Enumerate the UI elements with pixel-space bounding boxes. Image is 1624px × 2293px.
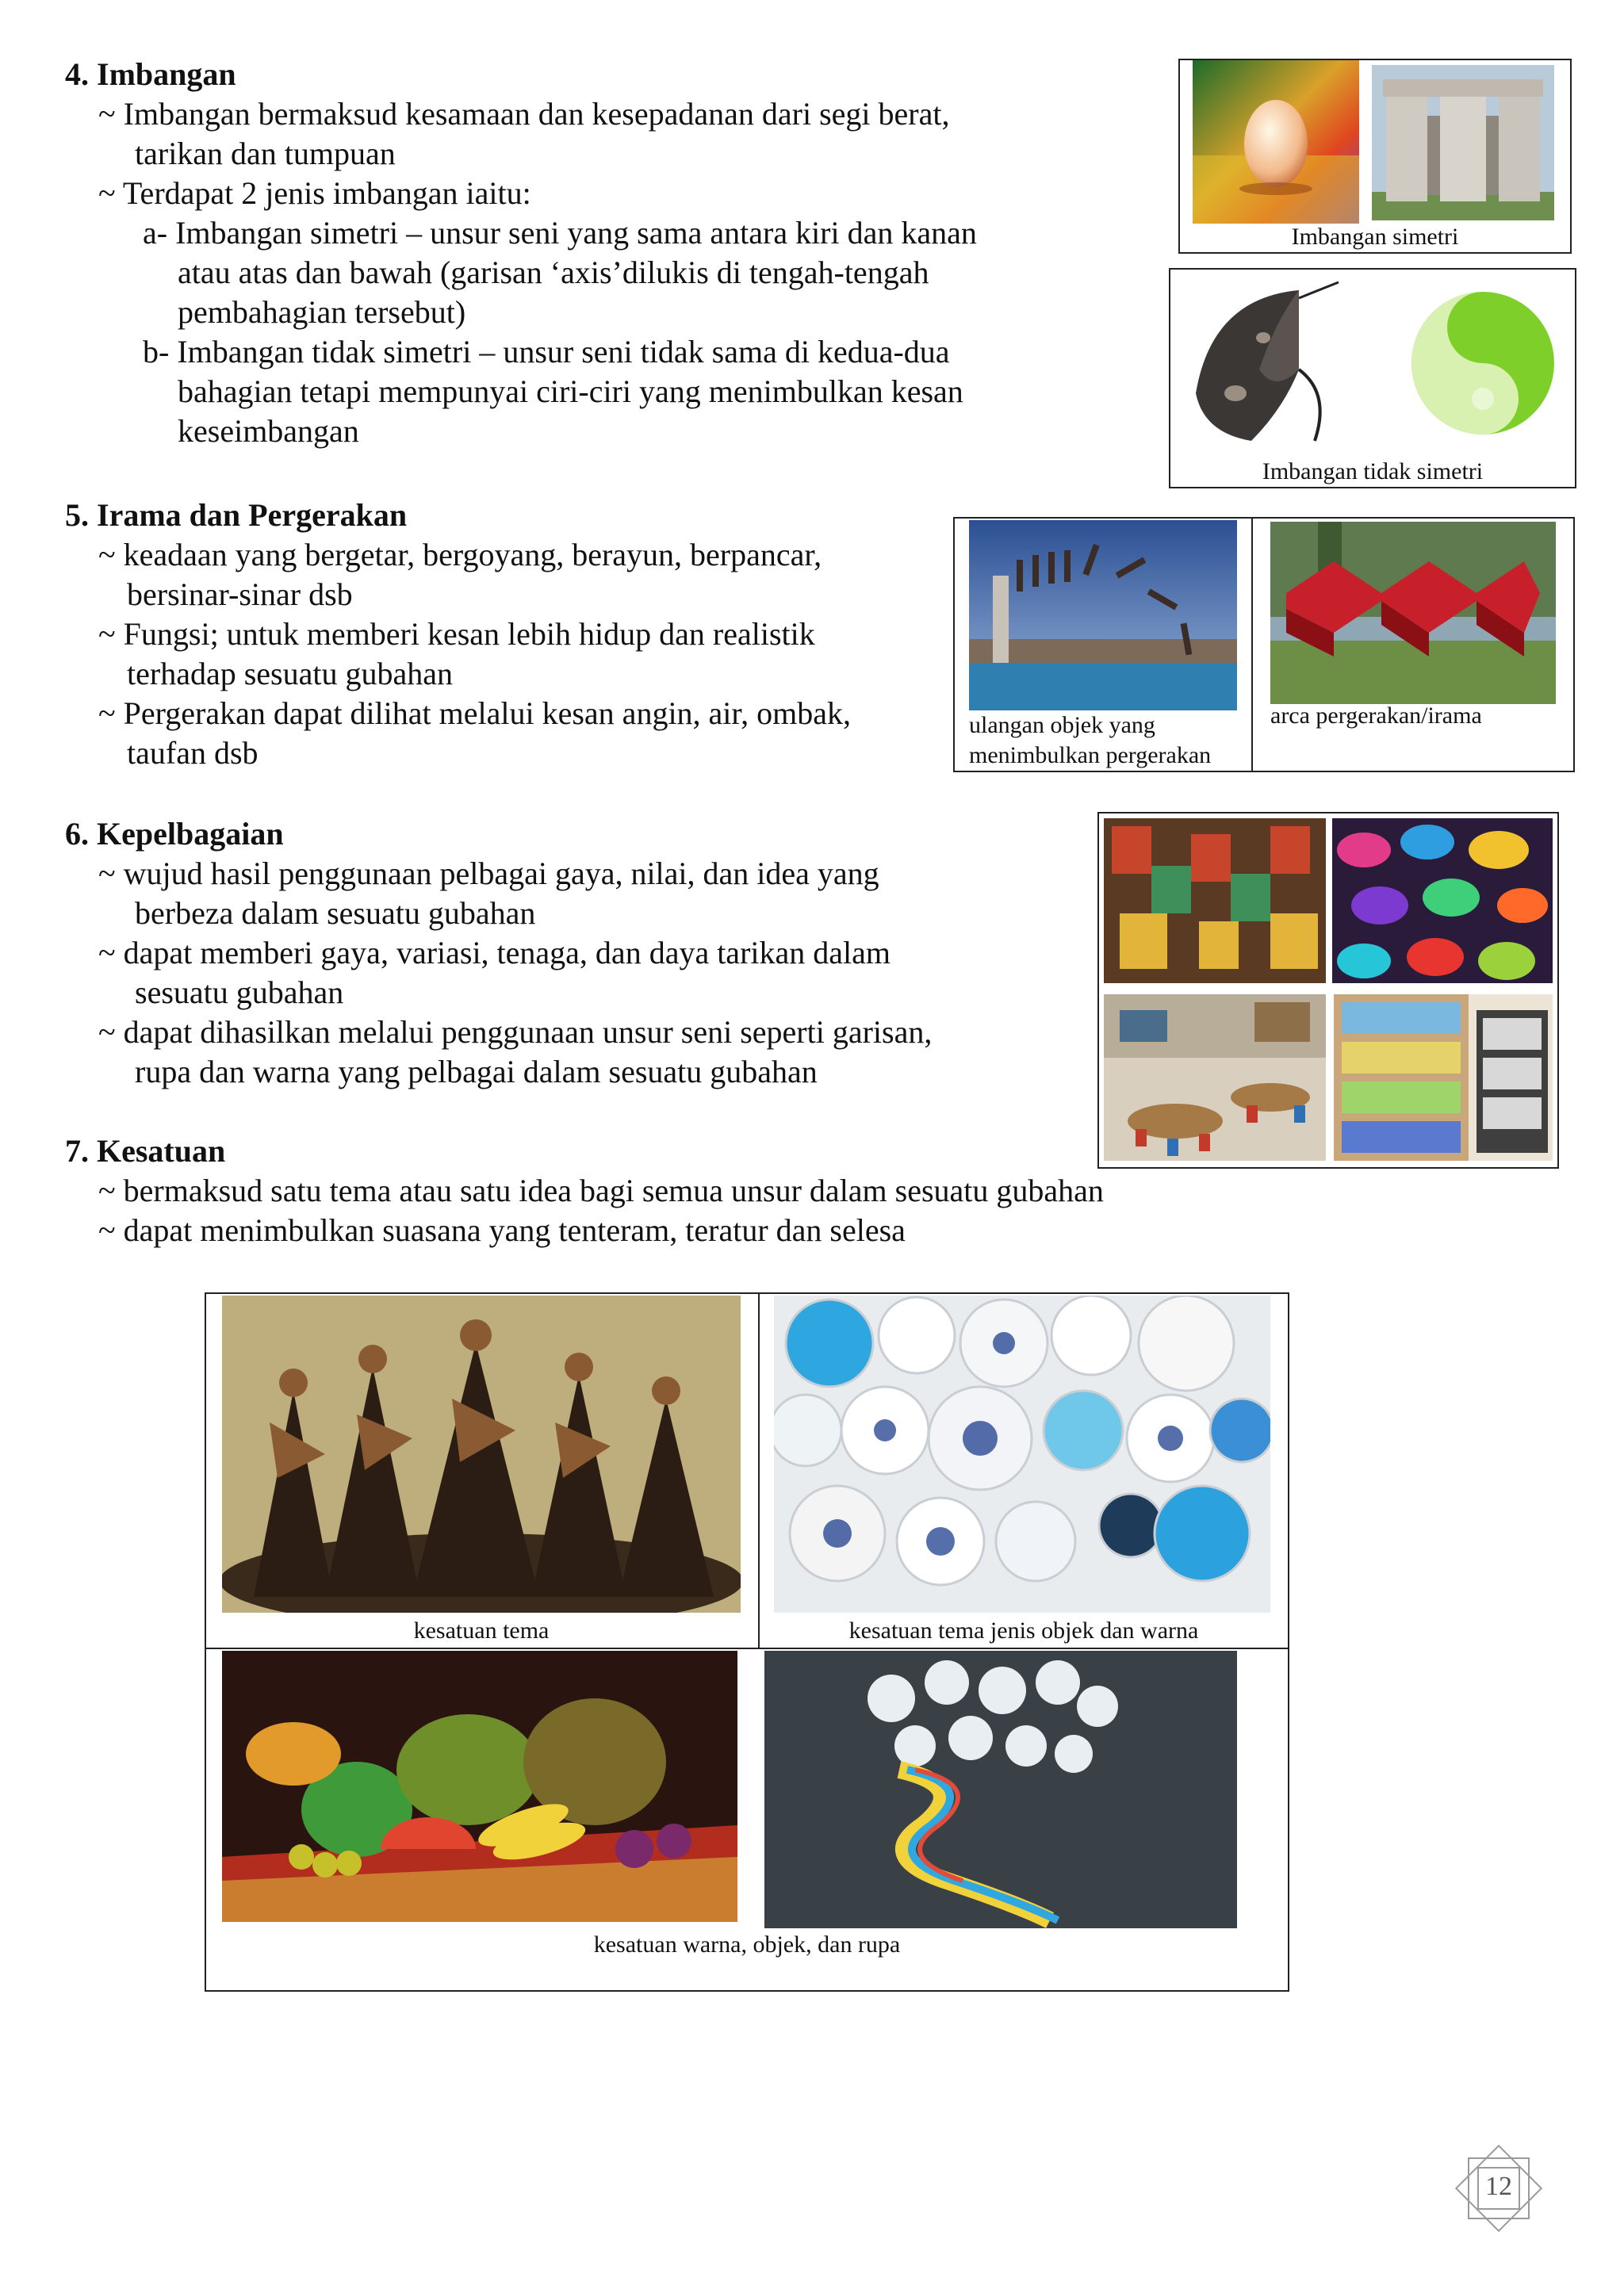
- egg-image: [1193, 60, 1359, 224]
- irama-line-4: terhadap sesuatu gubahan: [127, 656, 453, 691]
- figure-irama-divider: [1251, 517, 1253, 772]
- caption-imbangan-tidak-simetri: Imbangan tidak simetri: [1262, 458, 1484, 484]
- caption-kesatuan-tema: kesatuan tema: [413, 1617, 550, 1644]
- imbangan-line-4: a- Imbangan simetri – unsur seni yang sama antara kiri dan kanan: [143, 215, 977, 251]
- kepelbagaian-line-1: ~ wujud hasil penggunaan pelbagai gaya, nilai, dan idea yang: [98, 856, 879, 891]
- imbangan-line-1: ~ Imbangan bermaksud kesamaan dan kesepadanan dari segi berat,: [98, 96, 950, 132]
- caption-kesatuan-warna-objek: kesatuan warna, objek, dan rupa: [593, 1931, 901, 1958]
- butterfly-image: [1180, 274, 1370, 457]
- page-number-badge: [1451, 2141, 1546, 2236]
- figure-kesatuan-row-divider: [205, 1648, 1289, 1649]
- figure-kesatuan-col-divider: [758, 1292, 760, 1648]
- irama-line-6: taufan dsb: [127, 735, 259, 771]
- butterflies-collage-image: [1332, 818, 1553, 983]
- irama-line-5: ~ Pergerakan dapat dilihat melalui kesan angin, air, ombak,: [98, 695, 852, 731]
- shelves-image: [1334, 994, 1553, 1161]
- plates-image: [774, 1296, 1270, 1613]
- yin-yang-image: [1404, 276, 1562, 449]
- kepelbagaian-line-4: sesuatu gubahan: [135, 974, 344, 1010]
- imbangan-line-5: atau atas dan bawah (garisan ‘axis’dilukis di tengah-tengah: [178, 255, 929, 290]
- irama-line-1: ~ keadaan yang bergetar, bergoyang, berayun, berpancar,: [98, 537, 822, 572]
- page-number: 12: [1485, 2172, 1512, 2201]
- dancers-painting-image: [222, 1296, 741, 1613]
- imbangan-line-8: bahagian tetapi mempunyai ciri-ciri yang menimbulkan kesan: [178, 373, 963, 409]
- irama-line-2: bersinar-sinar dsb: [127, 576, 353, 612]
- caption-arca: arca pergerakan/irama: [1270, 702, 1482, 729]
- imbangan-line-3: ~ Terdapat 2 jenis imbangan iaitu:: [98, 175, 531, 211]
- imbangan-line-9: keseimbangan: [178, 413, 359, 449]
- caption-imbangan-simetri: Imbangan simetri: [1291, 224, 1459, 250]
- imbangan-line-6: pembahagian tersebut): [178, 294, 466, 330]
- kesatuan-line-1: ~ bermaksud satu tema atau satu idea bagi semua unsur dalam sesuatu gubahan: [98, 1173, 1104, 1208]
- section-heading-imbangan: 4. Imbangan: [65, 56, 236, 92]
- kepelbagaian-line-6: rupa dan warna yang pelbagai dalam sesuatu gubahan: [135, 1054, 818, 1089]
- kepelbagaian-line-2: berbeza dalam sesuatu gubahan: [135, 895, 536, 931]
- red-sculpture-image: [1270, 522, 1556, 704]
- section-heading-kepelbagaian: 6. Kepelbagaian: [65, 816, 284, 852]
- fruits-painting-image: [222, 1651, 737, 1922]
- umbrellas-image: [764, 1651, 1237, 1928]
- kepelbagaian-line-5: ~ dapat dihasilkan melalui penggunaan unsur seni seperti garisan,: [98, 1014, 933, 1050]
- divers-image: [969, 520, 1237, 710]
- section-heading-kesatuan: 7. Kesatuan: [65, 1133, 226, 1169]
- kepelbagaian-line-3: ~ dapat memberi gaya, variasi, tenaga, dan daya tarikan dalam: [98, 935, 891, 970]
- stone-monument-image: [1372, 65, 1554, 220]
- classroom-image: [1104, 994, 1326, 1161]
- kesatuan-line-2: ~ dapat menimbulkan suasana yang tenteram, teratur dan selesa: [98, 1212, 906, 1248]
- imbangan-line-7: b- Imbangan tidak simetri – unsur seni tidak sama di kedua-dua: [143, 334, 950, 369]
- lanterns-image: [1104, 818, 1326, 983]
- imbangan-line-2: tarikan dan tumpuan: [135, 136, 396, 171]
- irama-line-3: ~ Fungsi; untuk memberi kesan lebih hidup dan realistik: [98, 616, 815, 652]
- caption-ulangan-line-2: menimbulkan pergerakan: [969, 742, 1212, 768]
- section-heading-irama: 5. Irama dan Pergerakan: [65, 497, 408, 533]
- caption-ulangan-line-1: ulangan objek yang: [969, 712, 1155, 738]
- caption-kesatuan-tema-objek: kesatuan tema jenis objek dan warna: [848, 1617, 1199, 1644]
